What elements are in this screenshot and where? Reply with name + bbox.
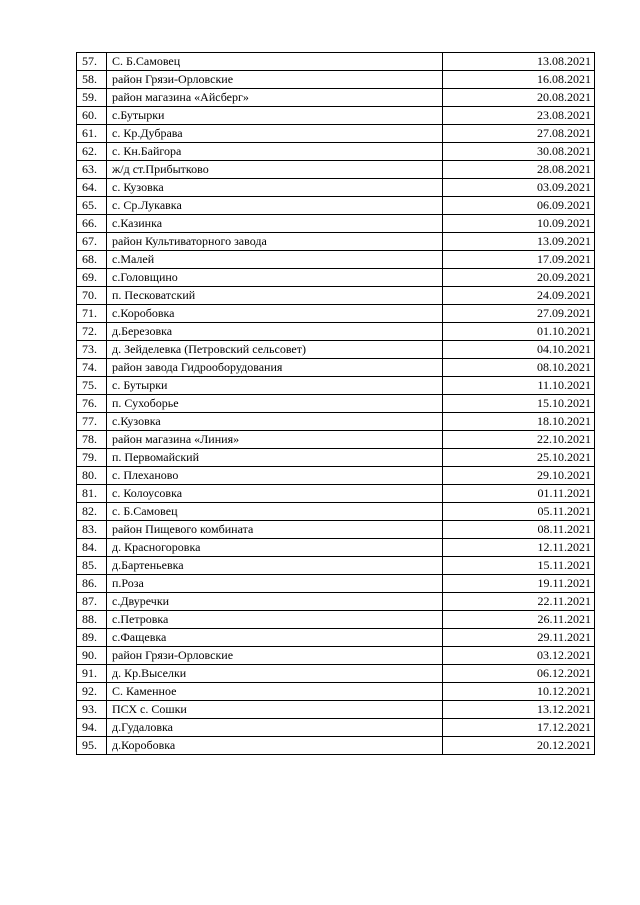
table-row [77,611,595,629]
row-number: 63. [77,161,107,179]
table-row [77,575,595,593]
table-row [77,557,595,575]
date-cell: 27.08.2021 [443,125,595,143]
date-cell: 16.08.2021 [443,71,595,89]
location-cell: С. Каменное [107,683,443,701]
location-cell: с.Двуречки [107,593,443,611]
location-cell: с.Коробовка [107,305,443,323]
table-row [77,647,595,665]
table-row [77,629,595,647]
location-cell: район магазина «Айсберг» [107,89,443,107]
date-cell: 26.11.2021 [443,611,595,629]
location-cell: с. Кузовка [107,179,443,197]
table-row [77,737,595,755]
date-cell: 03.09.2021 [443,179,595,197]
row-number: 60. [77,107,107,125]
row-number: 84. [77,539,107,557]
location-cell: с.Казинка [107,215,443,233]
row-number: 75. [77,377,107,395]
location-cell: д. Красногоровка [107,539,443,557]
table-row [77,287,595,305]
row-number: 83. [77,521,107,539]
table-row [77,53,595,71]
date-cell: 06.09.2021 [443,197,595,215]
date-cell: 11.10.2021 [443,377,595,395]
date-cell: 13.08.2021 [443,53,595,71]
table-row [77,233,595,251]
table-row [77,395,595,413]
row-number: 66. [77,215,107,233]
row-number: 64. [77,179,107,197]
row-number: 92. [77,683,107,701]
table-row [77,359,595,377]
location-cell: район Грязи-Орловские [107,647,443,665]
date-cell: 23.08.2021 [443,107,595,125]
location-cell: с.Головщино [107,269,443,287]
row-number: 68. [77,251,107,269]
row-number: 67. [77,233,107,251]
date-cell: 01.10.2021 [443,323,595,341]
date-cell: 06.12.2021 [443,665,595,683]
table-row [77,431,595,449]
table-row [77,485,595,503]
date-cell: 29.10.2021 [443,467,595,485]
table-row [77,539,595,557]
date-cell: 15.11.2021 [443,557,595,575]
row-number: 72. [77,323,107,341]
location-cell: район магазина «Линия» [107,431,443,449]
row-number: 93. [77,701,107,719]
location-cell: д.Коробовка [107,737,443,755]
row-number: 74. [77,359,107,377]
row-number: 73. [77,341,107,359]
table-row [77,341,595,359]
date-cell: 10.09.2021 [443,215,595,233]
table-row [77,305,595,323]
row-number: 79. [77,449,107,467]
date-cell: 20.12.2021 [443,737,595,755]
row-number: 94. [77,719,107,737]
schedule-table-body [77,53,595,755]
date-cell: 27.09.2021 [443,305,595,323]
location-cell: район завода Гидрооборудования [107,359,443,377]
location-cell: с. Кн.Байгора [107,143,443,161]
location-cell: с.Петровка [107,611,443,629]
row-number: 58. [77,71,107,89]
date-cell: 17.09.2021 [443,251,595,269]
location-cell: район Грязи-Орловские [107,71,443,89]
row-number: 89. [77,629,107,647]
location-cell: с. Кр.Дубрава [107,125,443,143]
table-row [77,269,595,287]
date-cell: 20.09.2021 [443,269,595,287]
row-number: 95. [77,737,107,755]
date-cell: 17.12.2021 [443,719,595,737]
table-row [77,665,595,683]
table-row [77,719,595,737]
location-cell: ПСХ с. Сошки [107,701,443,719]
date-cell: 05.11.2021 [443,503,595,521]
location-cell: с. Бутырки [107,377,443,395]
location-cell: С. Б.Самовец [107,53,443,71]
date-cell: 13.12.2021 [443,701,595,719]
row-number: 78. [77,431,107,449]
table-row [77,323,595,341]
row-number: 87. [77,593,107,611]
row-number: 62. [77,143,107,161]
location-cell: с.Фащевка [107,629,443,647]
location-cell: п. Сухоборье [107,395,443,413]
row-number: 69. [77,269,107,287]
location-cell: д. Зейделевка (Петровский сельсовет) [107,341,443,359]
row-number: 70. [77,287,107,305]
date-cell: 04.10.2021 [443,341,595,359]
location-cell: с. Колоусовка [107,485,443,503]
location-cell: п. Песковатский [107,287,443,305]
location-cell: район Пищевого комбината [107,521,443,539]
location-cell: с.Бутырки [107,107,443,125]
table-row [77,71,595,89]
table-row [77,179,595,197]
row-number: 71. [77,305,107,323]
row-number: 81. [77,485,107,503]
table-row [77,251,595,269]
row-number: 77. [77,413,107,431]
table-row [77,593,595,611]
row-number: 65. [77,197,107,215]
date-cell: 15.10.2021 [443,395,595,413]
date-cell: 29.11.2021 [443,629,595,647]
table-row [77,143,595,161]
location-cell: д.Бартеньевка [107,557,443,575]
location-cell: д. Кр.Выселки [107,665,443,683]
table-row [77,503,595,521]
location-cell: д.Березовка [107,323,443,341]
location-cell: с.Кузовка [107,413,443,431]
date-cell: 08.10.2021 [443,359,595,377]
table-row [77,683,595,701]
row-number: 90. [77,647,107,665]
row-number: 88. [77,611,107,629]
row-number: 59. [77,89,107,107]
location-cell: ж/д ст.Прибытково [107,161,443,179]
date-cell: 20.08.2021 [443,89,595,107]
date-cell: 22.11.2021 [443,593,595,611]
table-row [77,467,595,485]
table-row [77,215,595,233]
row-number: 57. [77,53,107,71]
date-cell: 13.09.2021 [443,233,595,251]
table-row [77,107,595,125]
date-cell: 19.11.2021 [443,575,595,593]
date-cell: 25.10.2021 [443,449,595,467]
table-row [77,413,595,431]
row-number: 85. [77,557,107,575]
row-number: 91. [77,665,107,683]
date-cell: 30.08.2021 [443,143,595,161]
location-cell: с.Малей [107,251,443,269]
row-number: 80. [77,467,107,485]
table-row [77,197,595,215]
date-cell: 24.09.2021 [443,287,595,305]
row-number: 76. [77,395,107,413]
table-row [77,89,595,107]
date-cell: 28.08.2021 [443,161,595,179]
schedule-table [76,52,595,755]
table-row [77,161,595,179]
location-cell: с. Ср.Лукавка [107,197,443,215]
row-number: 86. [77,575,107,593]
row-number: 82. [77,503,107,521]
location-cell: п. Первомайский [107,449,443,467]
table-row [77,449,595,467]
date-cell: 03.12.2021 [443,647,595,665]
table-row [77,125,595,143]
date-cell: 12.11.2021 [443,539,595,557]
row-number: 61. [77,125,107,143]
date-cell: 22.10.2021 [443,431,595,449]
location-cell: п.Роза [107,575,443,593]
location-cell: с. Плеханово [107,467,443,485]
table-row [77,521,595,539]
date-cell: 08.11.2021 [443,521,595,539]
location-cell: д.Гудаловка [107,719,443,737]
table-row [77,377,595,395]
table-row [77,701,595,719]
date-cell: 10.12.2021 [443,683,595,701]
date-cell: 01.11.2021 [443,485,595,503]
location-cell: район Культиваторного завода [107,233,443,251]
location-cell: с. Б.Самовец [107,503,443,521]
date-cell: 18.10.2021 [443,413,595,431]
